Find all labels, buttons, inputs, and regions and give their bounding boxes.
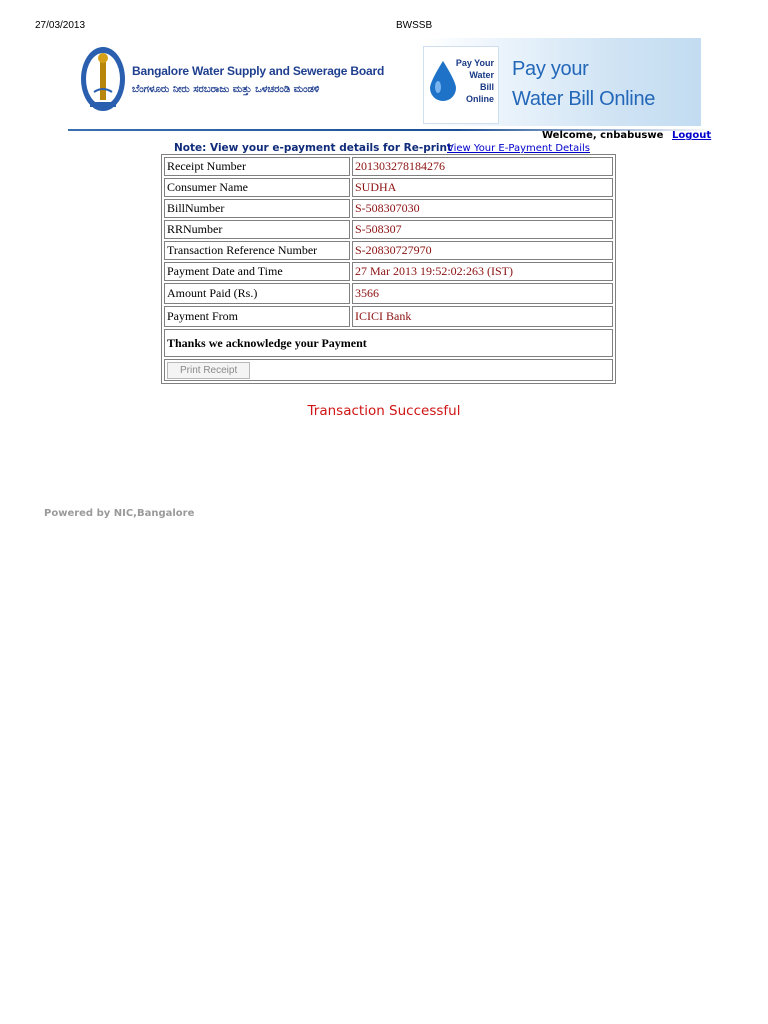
pay-online-banner	[421, 38, 701, 126]
bill-number-label: BillNumber	[164, 199, 350, 218]
table-row	[164, 178, 613, 197]
transaction-reference-label: Transaction Reference Number	[164, 241, 350, 260]
table-row	[164, 283, 613, 304]
table-row	[164, 241, 613, 260]
powered-by-footer: Powered by NIC,Bangalore	[44, 508, 195, 519]
board-name-english: Bangalore Water Supply and Sewerage Board	[132, 64, 385, 78]
view-epayment-details-link[interactable]: View Your E-Payment Details	[447, 143, 590, 154]
transaction-reference-value: S-20830727970	[352, 241, 613, 260]
amount-paid-label: Amount Paid (Rs.)	[164, 283, 350, 304]
consumer-name-value: SUDHA	[352, 178, 613, 197]
table-row	[164, 157, 613, 176]
reprint-note: Note: View your e-payment details for Re-print	[174, 142, 453, 154]
water-drop-icon	[430, 61, 456, 101]
table-row	[164, 220, 613, 239]
payment-from-label: Payment From	[164, 306, 350, 327]
banner-headline	[512, 54, 655, 114]
logout-link[interactable]: Logout	[672, 130, 712, 141]
welcome-text: Welcome, cnbabuswe	[542, 130, 664, 141]
payment-from-value: ICICI Bank	[352, 306, 613, 327]
bwssb-emblem-icon	[80, 46, 126, 112]
payment-datetime-label: Payment Date and Time	[164, 262, 350, 281]
print-title: BWSSB	[396, 20, 433, 31]
acknowledgement-text: Thanks we acknowledge your Payment	[164, 329, 613, 357]
receipt-table	[161, 154, 616, 384]
banner-line-1: Pay your	[512, 58, 589, 80]
consumer-name-label: Consumer Name	[164, 178, 350, 197]
receipt-number-value: 201303278184276	[352, 157, 613, 176]
bill-number-value: S-508307030	[352, 199, 613, 218]
print-date: 27/03/2013	[35, 20, 86, 31]
banner-line-2: Water Bill Online	[512, 88, 656, 110]
payment-datetime-value: 27 Mar 2013 19:52:02:263 (IST)	[352, 262, 613, 281]
banner-badge-text: Pay Your Water Bill Online	[455, 58, 494, 104]
button-cell	[164, 359, 613, 381]
amount-paid-value: 3566	[352, 283, 613, 304]
table-row	[164, 199, 613, 218]
rr-number-value: S-508307	[352, 220, 613, 239]
receipt-number-label: Receipt Number	[164, 157, 350, 176]
table-row	[164, 262, 613, 281]
rr-number-label: RRNumber	[164, 220, 350, 239]
bwssb-logo	[80, 44, 385, 114]
acknowledgement-row	[164, 329, 613, 357]
table-row	[164, 306, 613, 327]
board-name-kannada: ಬೆಂಗಳೂರು ನೀರು ಸರಬರಾಜು ಮತ್ತು ಒಳಚರಂಡಿ ಮಂಡಳಿ	[132, 84, 320, 95]
transaction-status-message: Transaction Successful	[307, 403, 461, 419]
banner-badge	[423, 46, 499, 124]
button-row	[164, 359, 613, 381]
print-receipt-button[interactable]: Print Receipt	[167, 362, 250, 379]
